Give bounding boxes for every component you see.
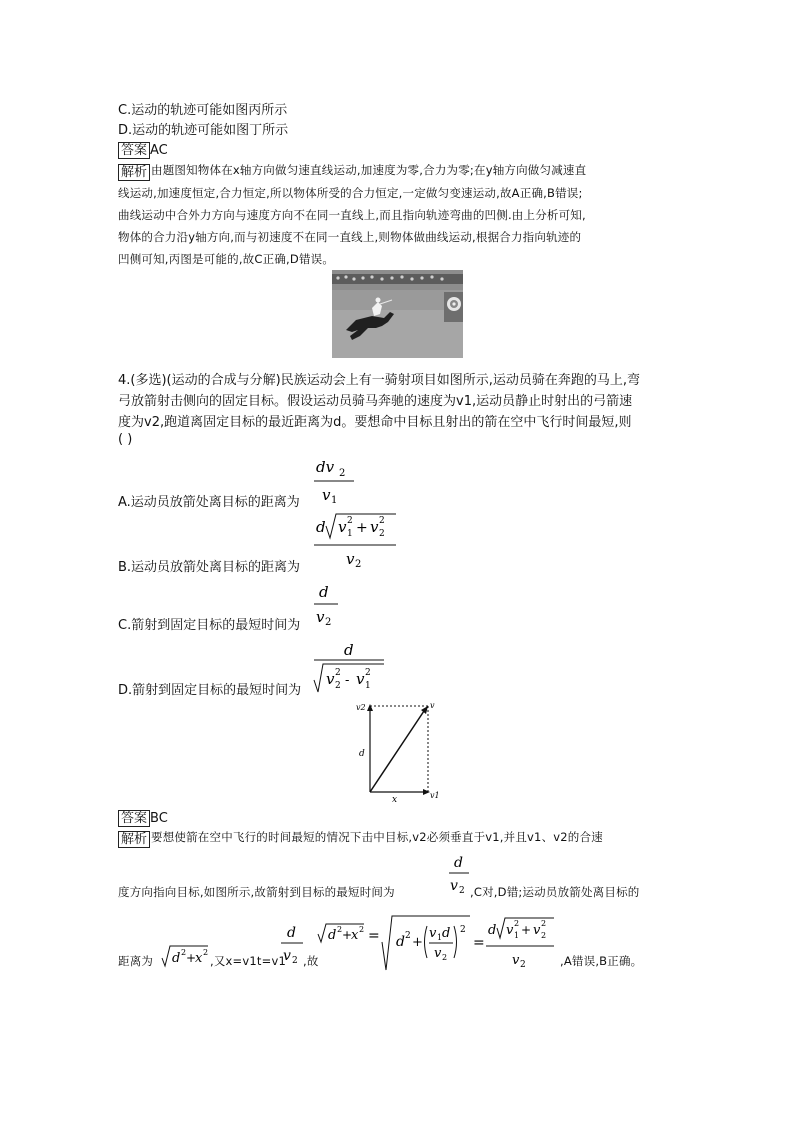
svg-text:2: 2 [181,948,187,957]
svg-text:v: v [506,923,514,938]
answer-tag: 答案 [118,810,150,827]
label-v: v [430,701,435,710]
resultant-v [370,708,426,792]
svg-text:d: d [287,925,296,941]
svg-text:d: d [442,926,451,941]
svg-text:dv: dv [316,458,335,476]
svg-text:v: v [512,953,520,968]
q4-stem-line: 4.(多选)(运动的合成与分解)民族运动会上有一骑射项目如图所示,运动员骑在奔跑的马上,弯 [118,373,640,388]
svg-text:2: 2 [460,925,466,935]
label-d: d [359,749,365,759]
svg-text:d: d [454,855,463,871]
formula-d [312,636,388,696]
svg-text:2: 2 [335,668,341,678]
svg-text:v: v [356,670,365,688]
v2-arrow-icon [367,704,373,711]
q4-option-b: B.运动员放箭处离目标的距离为 [118,560,301,575]
q4-stem-line: 度为v2,跑道离固定目标的最近距离为d。要想命中目标且射出的箭在空中飞行时间最短,则 [118,415,632,430]
q3-option-c: C.运动的轨迹可能如图丙所示 [118,103,288,118]
svg-text:v: v [346,550,355,568]
label-v2: v2 [356,703,366,712]
svg-text:2: 2 [292,956,298,966]
q4-answer-row [118,807,168,827]
formula-a [312,452,362,504]
analysis-tag: 解析 [118,831,150,848]
q3-answer-row [118,139,168,159]
svg-text:v: v [283,948,291,964]
svg-text:v: v [322,486,331,504]
svg-text:v: v [338,518,347,536]
svg-text:v: v [326,670,335,688]
q3-answer: AC [150,143,168,158]
analysis-tag: 解析 [118,164,150,181]
svg-text:2: 2 [325,617,332,628]
svg-text:v: v [429,926,437,941]
svg-text:d: d [316,518,326,536]
formula-t-min [446,850,472,900]
q4-stem-line: ( ) [118,432,133,447]
svg-text:2: 2 [405,931,411,941]
q4-answer: BC [150,811,168,826]
svg-text:v: v [533,923,541,938]
q4-analysis-line3a: 距离为 [118,954,154,968]
svg-text:1: 1 [437,933,443,942]
svg-text:2: 2 [442,953,448,962]
q4-option-d: D.箭射到固定目标的最短时间为 [118,683,302,698]
velocity-diagram [350,700,442,804]
svg-text:2: 2 [359,925,365,934]
q4-analysis-line3d: ,A错误,B正确。 [560,954,643,968]
q4-analysis-row [118,828,150,848]
svg-text:+: + [342,928,353,942]
q4-option-c: C.箭射到固定目标的最短时间为 [118,618,301,633]
svg-text:v: v [450,878,458,894]
svg-text:2: 2 [379,529,385,539]
svg-text:d: d [396,934,405,950]
svg-text:d: d [328,928,337,943]
svg-text:2: 2 [459,886,465,896]
q3-option-d: D.运动的轨迹可能如图丁所示 [118,123,289,138]
v1-arrow-icon [423,789,430,795]
svg-text:v: v [434,946,442,961]
svg-text:+: + [521,923,532,937]
formula-distance-chain [316,912,556,974]
svg-text:2: 2 [337,925,343,934]
svg-text:1: 1 [347,529,353,539]
q4-option-a: A.运动员放箭处离目标的距离为 [118,495,300,510]
svg-text:2: 2 [541,931,547,940]
svg-text:2: 2 [541,919,547,928]
svg-text:2: 2 [520,960,526,970]
svg-text:d: d [172,951,181,966]
svg-text:1: 1 [331,495,338,504]
svg-text:2: 2 [335,681,341,691]
svg-text:+: + [412,935,423,950]
q4-analysis-line2b: ,C对,D错;运动员放箭处离目标的 [470,885,640,899]
q3-analysis-line: 线运动,加速度恒定,合力恒定,所以物体所受的合力恒定,一定做匀变速运动,故A正确,B错误; [118,186,583,200]
svg-text:d: d [488,923,497,938]
q4-analysis-line2a: 度方向指向目标,如图所示,故箭射到目标的最短时间为 [118,885,395,899]
svg-text:2: 2 [203,948,209,957]
svg-text:1: 1 [365,681,371,691]
svg-text:d: d [319,583,329,601]
svg-text:+: + [356,520,368,536]
q4-analysis-line3b: ,又x=v1t=v1 [210,954,286,968]
q3-analysis-line: 曲线运动中合外力方向与速度方向不在同一直线上,而且指向轨迹弯曲的凹侧.由上分析可知, [118,208,586,222]
svg-text:2: 2 [379,516,385,526]
horse-archery-photo [332,270,463,358]
svg-text:2: 2 [514,919,520,928]
svg-text:1: 1 [514,931,520,940]
answer-tag: 答案 [118,142,150,159]
formula-b [312,508,402,570]
svg-text:-: - [345,673,350,688]
svg-text:v: v [370,518,379,536]
formula-sqrt-d2-x2 [160,942,212,970]
q3-analysis-line: 由题图知物体在x轴方向做匀速直线运动,加速度为零,合力为零;在y轴方向做匀减速直 [151,163,587,177]
svg-text:2: 2 [355,559,362,570]
label-x: x [392,795,398,804]
q3-analysis-row [118,161,150,181]
formula-c [312,578,344,630]
svg-text:2: 2 [339,468,346,479]
svg-text:x: x [351,928,359,943]
svg-text:2: 2 [365,668,371,678]
q4-analysis-line1: 要想使箭在空中飞行的时间最短的情况下击中目标,v2必须垂直于v1,并且v1、v2的合速 [151,830,603,844]
formula-t-fraction [278,920,306,970]
q4-stem-line: 弓放箭射击侧向的固定目标。假设运动员骑马奔驰的速度为v1,运动员静止时射出的弓箭速 [118,394,633,409]
svg-text:+: + [186,951,197,965]
svg-text:=: = [368,928,380,944]
svg-text:v: v [316,608,325,626]
q3-analysis-line: 凹侧可知,丙图是可能的,故C正确,D错误。 [118,252,335,266]
svg-text:2: 2 [347,516,353,526]
svg-text:d: d [344,641,354,659]
label-v1: v1 [430,791,440,800]
svg-text:x: x [195,951,203,966]
svg-text:=: = [473,935,485,951]
q4-analysis-line3c: ,故 [303,954,319,968]
q3-analysis-line: 物体的合力沿y轴方向,而与初速度不在同一直线上,则物体做曲线运动,根据合力指向轨迹的 [118,230,582,244]
